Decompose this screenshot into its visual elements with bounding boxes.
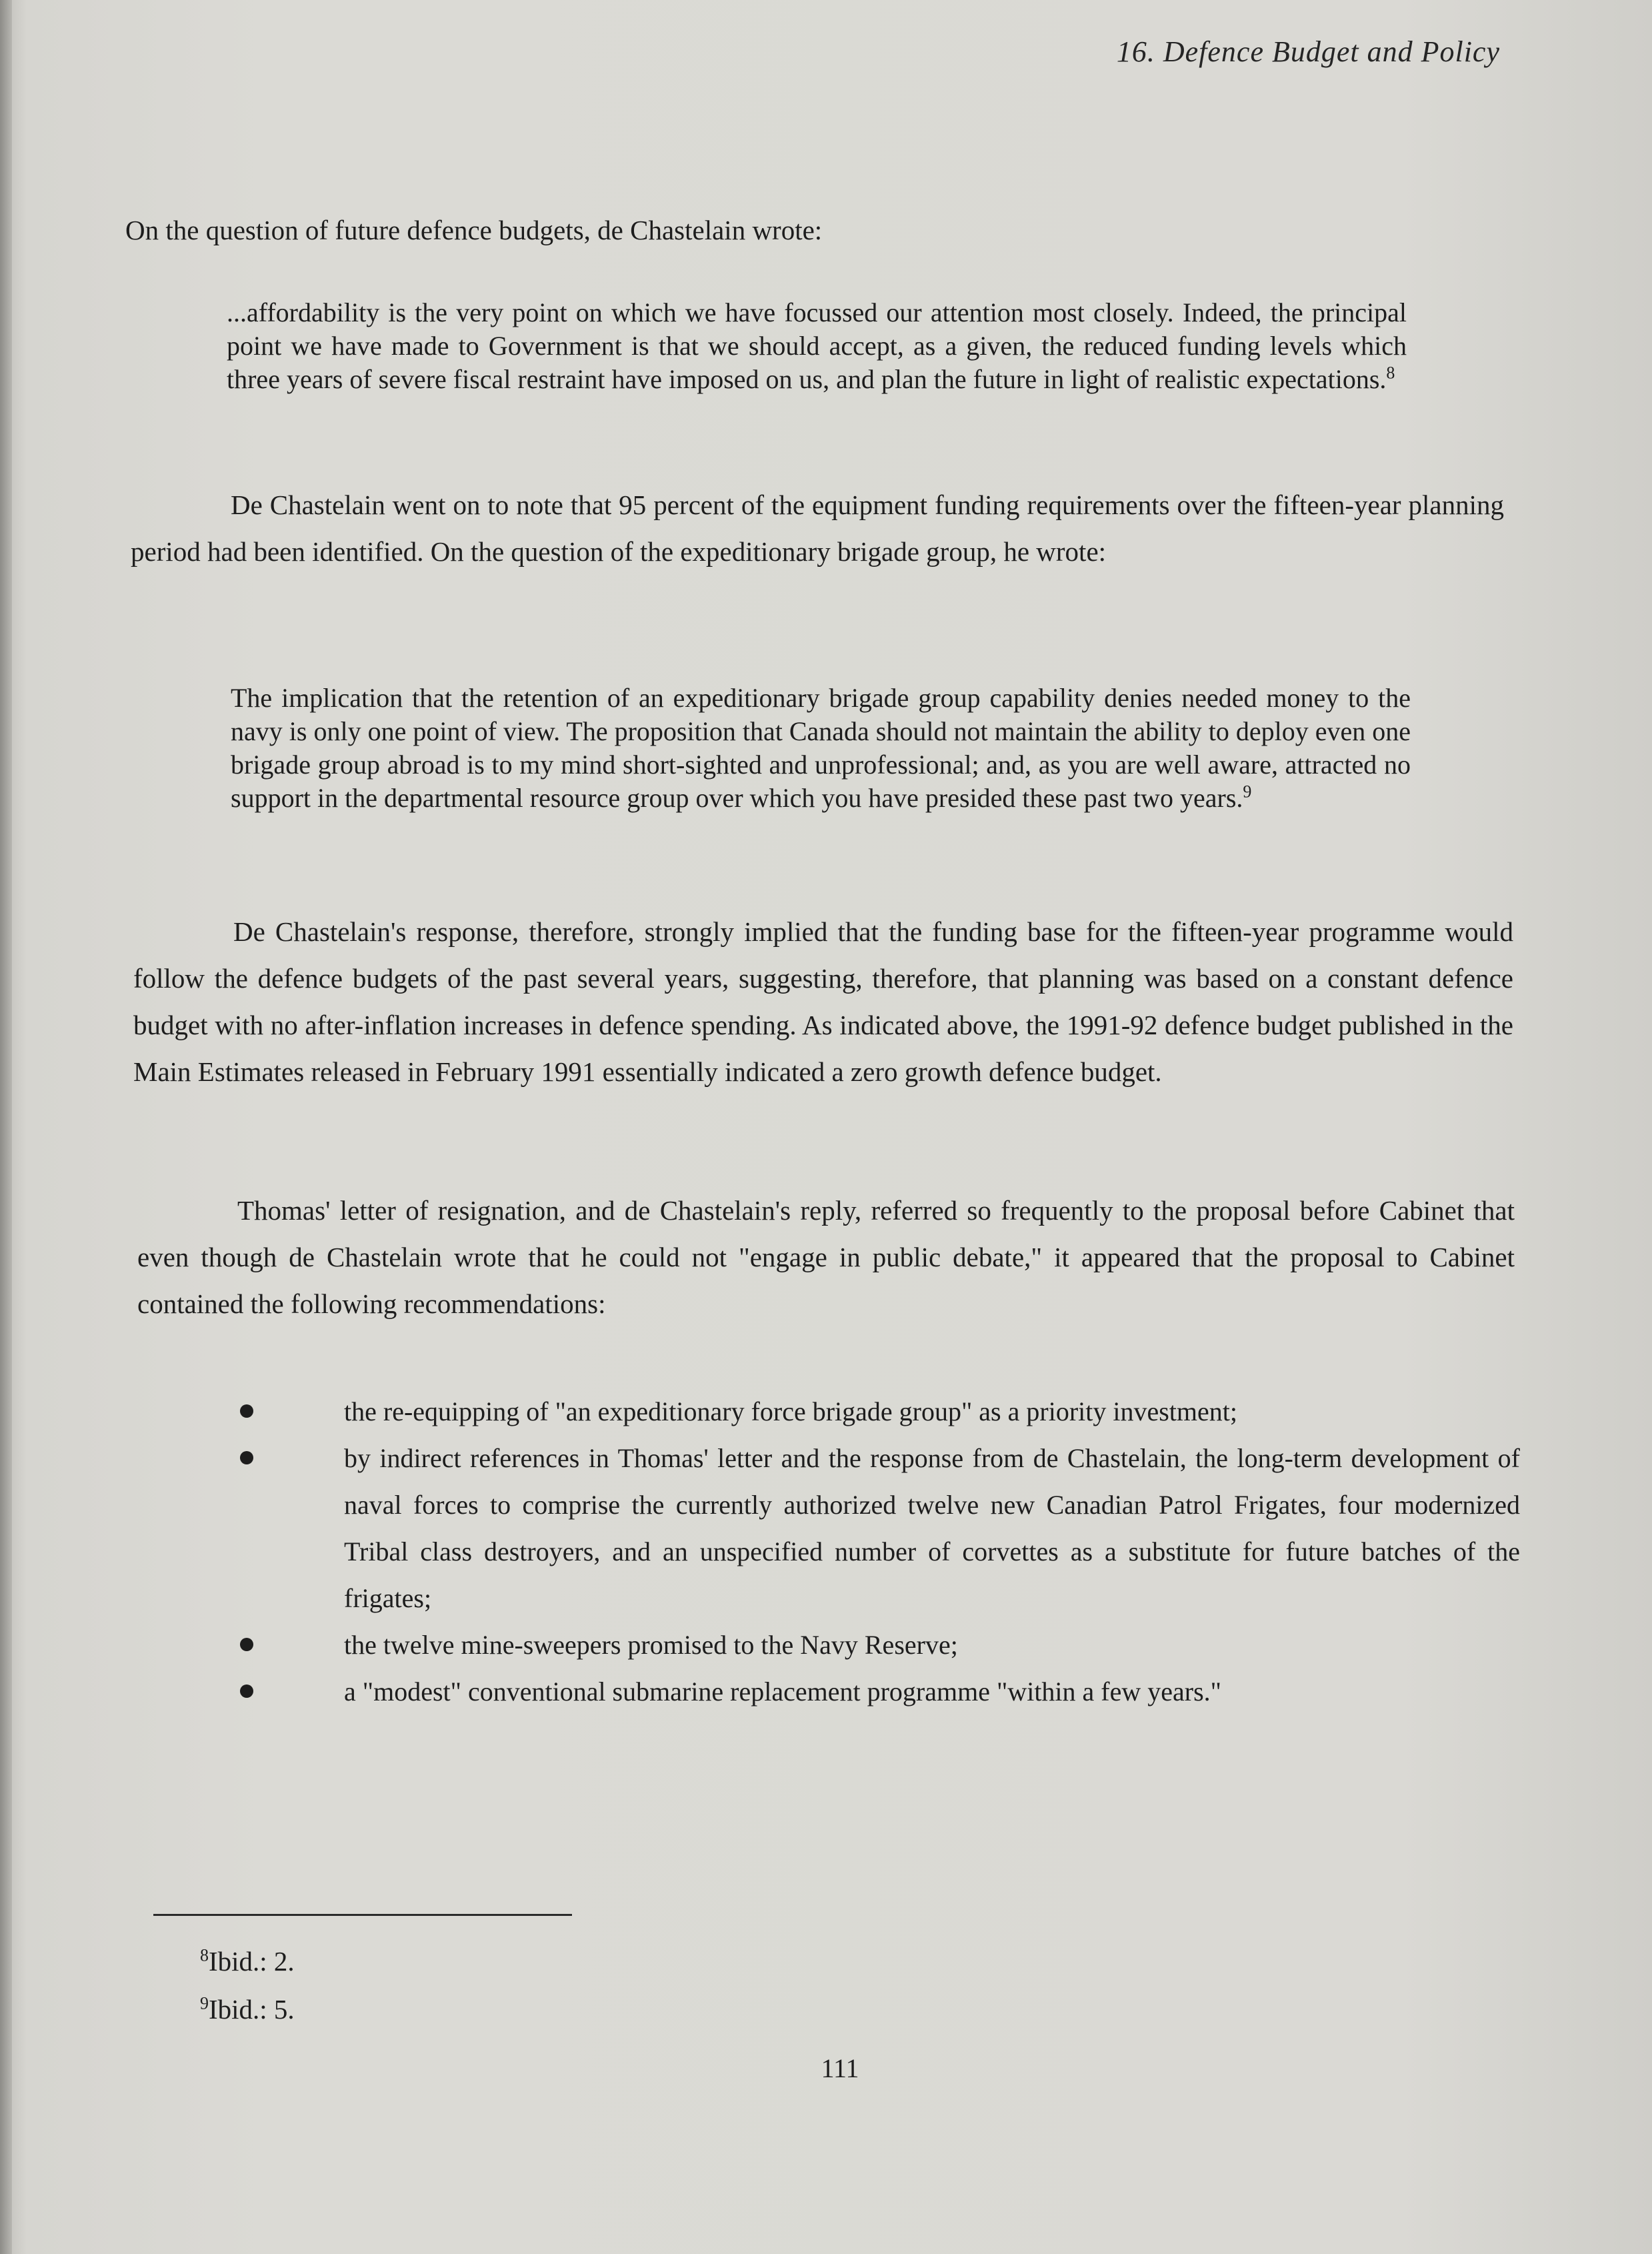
page-number: 111 <box>821 2053 859 2083</box>
list-item-text: by indirect references in Thomas' letter and the response from de Chastelain, the long-term development of naval forces to comprise the currently authorized twelve new Canadian Patrol Frigates, four modernized Tribal class destroyers, and an unspecified number of corvettes as a substitute for future batches of the frigates; <box>344 1443 1520 1613</box>
footnote-text: Ibid.: 5. <box>209 1994 295 2025</box>
footnote-9 <box>200 1993 295 2026</box>
paragraph-response-text: De Chastelain's response, therefore, strongly implied that the funding base for the fifteen-year programme would follow the defence budgets of the past several years, suggesting, therefore, that planning was based on a constant defence budget with no after-inflation increases in defence spending. As indicated above, the 1991-92 defence budget published in the Main Estimates released in February 1991 essentially indicated a zero growth defence budget. <box>133 916 1513 1087</box>
running-head: 16. Defence Budget and Policy <box>1116 35 1500 68</box>
footnote-ref-9: 9 <box>1243 782 1252 802</box>
paragraph-resignation-text: Thomas' letter of resignation, and de Chastelain's reply, referred so frequently to the proposal before Cabinet that even though de Chastelain wrote that he could not "engage in public debate," it appeared that the proposal to Cabinet contained the following recommendations: <box>137 1195 1515 1319</box>
footnote-mark: 8 <box>200 1945 209 1965</box>
bullet-icon <box>240 1638 253 1651</box>
block-quote-2 <box>231 682 1411 815</box>
footnote-ref-8: 8 <box>1386 363 1395 383</box>
list-item-text: the re-equipping of "an expeditionary force brigade group" as a priority investment; <box>344 1396 1237 1426</box>
paragraph-funding-text: De Chastelain went on to note that 95 percent of the equipment funding requirements over the fifteen-year planning period had been identified. On the question of the expeditionary brigade group, he wrote: <box>131 489 1504 567</box>
recommendations-list <box>240 1388 1520 1715</box>
footnote-text: Ibid.: 2. <box>209 1946 295 1977</box>
list-item <box>240 1388 1520 1435</box>
bullet-icon <box>240 1684 253 1698</box>
footnote-divider <box>153 1914 572 1916</box>
bullet-icon <box>240 1451 253 1464</box>
footnote-8 <box>200 1945 295 1978</box>
block-quote-1-text: ...affordability is the very point on which we have focussed our attention most closely. Indeed, the principal point we have made to Government is that we should accept, as a given, the reduced funding levels which three years of severe fiscal restraint have imposed on us, and plan the future in light of realistic expectations. <box>227 297 1407 394</box>
bullet-icon <box>240 1404 253 1418</box>
page-binding-edge <box>0 0 12 2254</box>
paragraph-response <box>133 908 1513 1095</box>
block-quote-1 <box>227 296 1407 396</box>
paragraph-resignation <box>137 1187 1515 1327</box>
block-quote-2-text: The implication that the retention of an expeditionary brigade group capability denies needed money to the navy is only one point of view. The proposition that Canada should not maintain the ability to deploy even one brigade group abroad is to my mind short-sighted and unprofessional; and, as you are well aware, attracted no support in the departmental resource group over which you have presided these past two years. <box>231 683 1411 813</box>
paragraph-funding <box>131 481 1504 575</box>
list-item-text: a "modest" conventional submarine replacement programme "within a few years." <box>344 1676 1221 1707</box>
list-item <box>240 1435 1520 1622</box>
paragraph-intro <box>125 207 1512 253</box>
paragraph-intro-text: On the question of future defence budgets, de Chastelain wrote: <box>125 215 823 245</box>
list-item-text: the twelve mine-sweepers promised to the Navy Reserve; <box>344 1630 958 1660</box>
list-item <box>240 1622 1520 1668</box>
footnote-mark: 9 <box>200 1993 209 2013</box>
list-item <box>240 1668 1520 1715</box>
